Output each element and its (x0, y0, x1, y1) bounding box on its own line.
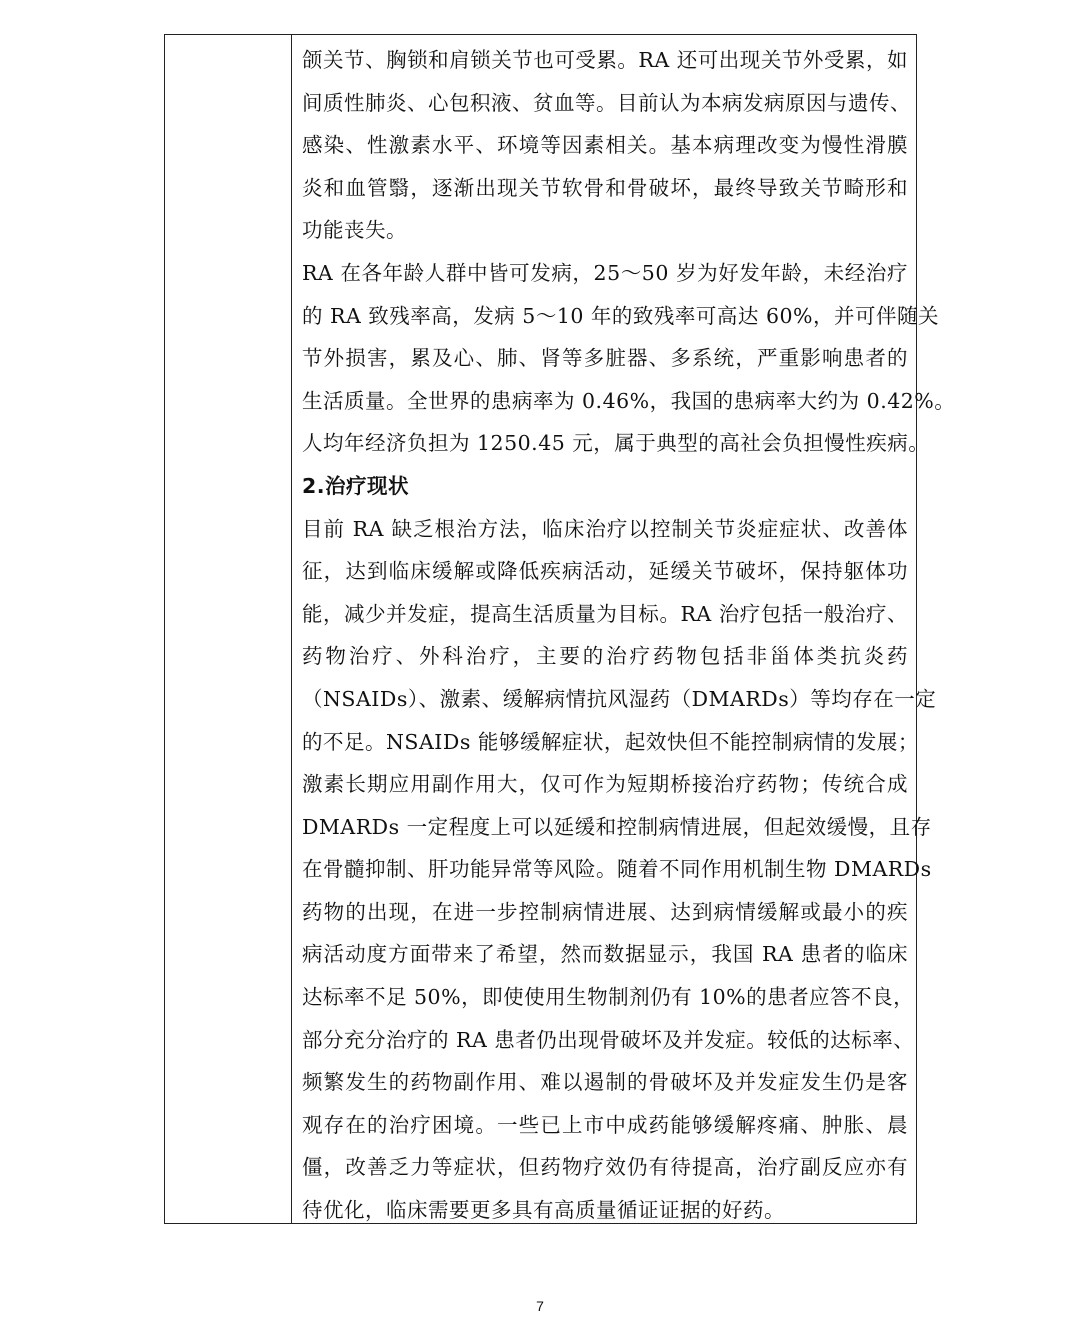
text-line: 在骨髓抑制、肝功能异常等风险。随着不同作用机制生物 DMARDs (302, 857, 932, 882)
text-line: 颌关节、胸锁和肩锁关节也可受累。RA 还可出现关节外受累，如 (302, 48, 908, 72)
text-line: 病活动度方面带来了希望，然而数据显示，我国 RA 患者的临床 (302, 942, 908, 967)
text-line: 功能丧失。 (302, 218, 407, 243)
text-line: 的不足。NSAIDs 能够缓解症状，起效快但不能控制病情的发展； (302, 729, 919, 754)
text-line: 征，达到临床缓解或降低疾病活动，延缓关节破坏，保持躯体功 (302, 559, 908, 584)
text-line: 频繁发生的药物副作用、难以遏制的骨破坏及并发症发生仍是客 (302, 1070, 908, 1095)
text-line: RA 在各年龄人群中皆可发病，25～50 岁为好发年龄，未经治疗 (302, 260, 908, 285)
text-line: （NSAIDs）、激素、缓解病情抗风湿药（DMARDs）等均存在一定 (302, 686, 937, 711)
text-line: 的 RA 致残率高，发病 5～10 年的致残率可高达 60%，并可伴随关 (302, 303, 940, 328)
text-line: 节外损害，累及心、肺、肾等多脏器、多系统，严重影响患者的 (302, 346, 908, 371)
text-line: 达标率不足 50%，即使使用生物制剂仍有 10%的患者应答不良， (302, 985, 915, 1010)
text-line: 生活质量。全世界的患病率为 0.46%，我国的患病率大约为 0.42%。 (302, 388, 956, 413)
table-left-cell (165, 35, 292, 1223)
text-line: 间质性肺炎、心包积液、贫血等。目前认为本病发病原因与遗传、 (302, 90, 911, 115)
text-line: 药物的出现，在进一步控制病情进展、达到病情缓解或最小的疾 (302, 899, 908, 924)
text-line: DMARDs 一定程度上可以延缓和控制病情进展，但起效缓慢，且存 (302, 814, 932, 839)
text-line: 僵，改善乏力等症状，但药物疗效仍有待提高，治疗副反应亦有 (302, 1155, 908, 1180)
text-line: 感染、性激素水平、环境等因素相关。基本病理改变为慢性滑膜 (302, 133, 908, 158)
page-number: 7 (536, 1298, 544, 1314)
text-line: 炎和血管翳，逐渐出现关节软骨和骨破坏，最终导致关节畸形和 (302, 175, 908, 200)
text-line: 激素长期应用副作用大，仅可作为短期桥接治疗药物；传统合成 (302, 772, 908, 797)
text-line: 观存在的治疗困境。一些已上市中成药能够缓解疼痛、肿胀、晨 (302, 1112, 908, 1137)
text-line: 人均年经济负担为 1250.45 元，属于典型的高社会负担慢性疾病。 (302, 431, 930, 456)
text-line: 部分充分治疗的 RA 患者仍出现骨破坏及并发症。较低的达标率、 (302, 1027, 915, 1052)
document-table (164, 34, 956, 1224)
text-line: 目前 RA 缺乏根治方法，临床治疗以控制关节炎症症状、改善体 (302, 516, 908, 541)
section-heading: 2.治疗现状 (302, 473, 410, 498)
table-content-cell (292, 35, 956, 1223)
text-line: 待优化，临床需要更多具有高质量循证证据的好药。 (302, 1198, 785, 1223)
text-line: 药物治疗、外科治疗，主要的治疗药物包括非甾体类抗炎药 (302, 644, 908, 669)
text-line: 能，减少并发症，提高生活质量为目标。RA 治疗包括一般治疗、 (302, 601, 908, 626)
